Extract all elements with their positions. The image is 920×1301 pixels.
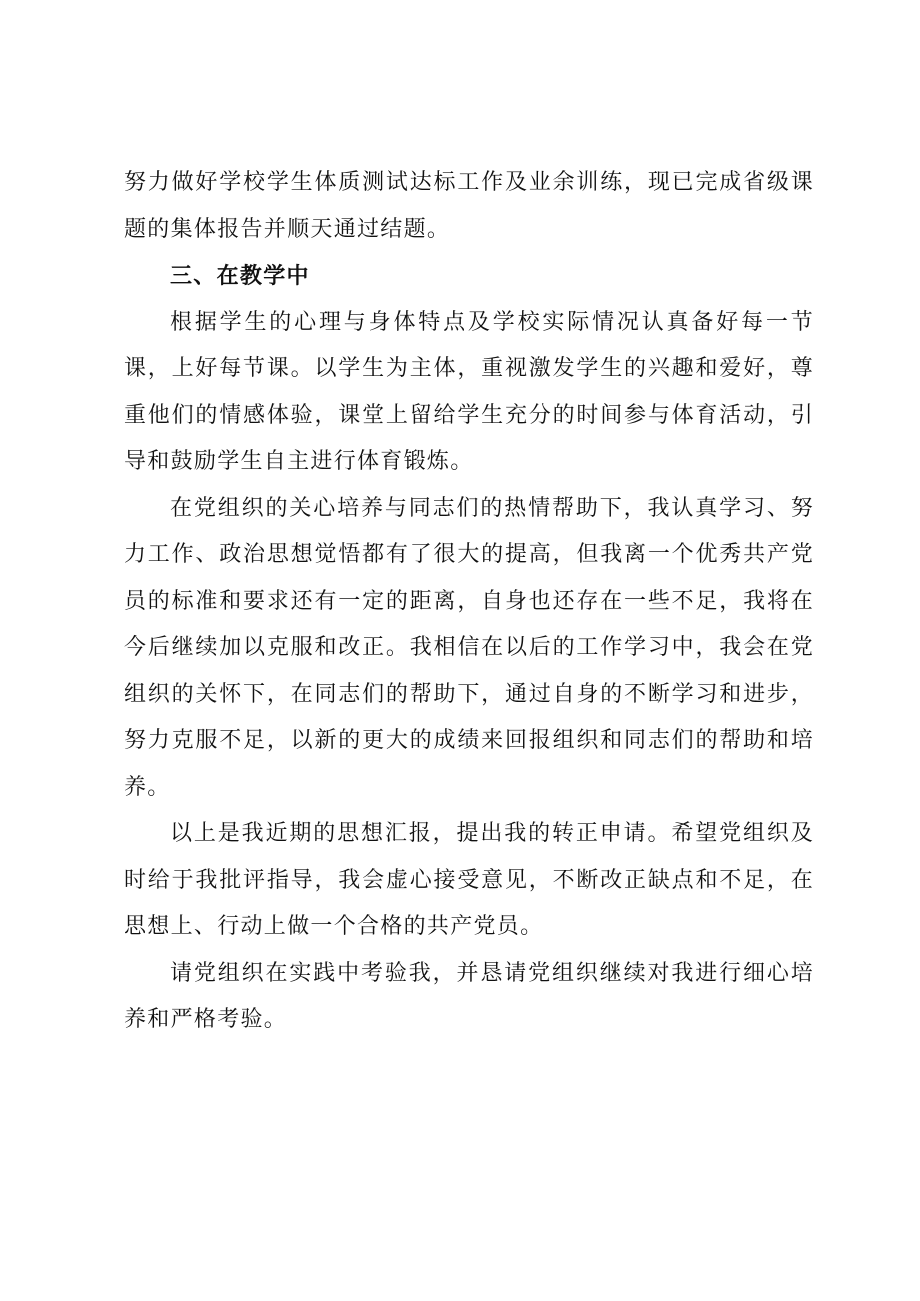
paragraph-teaching: 根据学生的心理与身体特点及学校实际情况认真备好每一节课，上好每节课。以学生为主体，重视激发学生的兴趣和爱好，尊重他们的情感体验，课堂上留给学生充分的时间参与体育活动，引导和鼓励学生自主进行体育锻炼。 (124, 309, 814, 474)
section-heading: 三、在教学中 (170, 263, 310, 289)
paragraph-closing: 请党组织在实践中考验我，并恳请党组织继续对我进行细心培养和严格考验。 (124, 960, 814, 1032)
document-body (124, 160, 814, 1044)
paragraph-continued: 努力做好学校学生体质测试达标工作及业余训练，现已完成省级课题的集体报告并顺天通过结题。 (124, 170, 814, 242)
paragraph-party-help: 在党组织的关心培养与同志们的热情帮助下，我认真学习、努力工作、政治思想觉悟都有了很大的提高，但我离一个优秀共产党员的标准和要求还有一定的距离，自身也还存在一些不足，我将在今后继续加以克服和改正。我相信在以后的工作学习中，我会在党组织的关怀下，在同志们的帮助下，通过自身的不断学习和进步，努力克服不足，以新的更大的成绩来回报组织和同志们的帮助和培养。 (124, 495, 814, 800)
paragraph-application: 以上是我近期的思想汇报，提出我的转正申请。希望党组织及时给于我批评指导，我会虚心接受意见，不断改正缺点和不足，在思想上、行动上做一个合格的共产党员。 (124, 821, 814, 939)
